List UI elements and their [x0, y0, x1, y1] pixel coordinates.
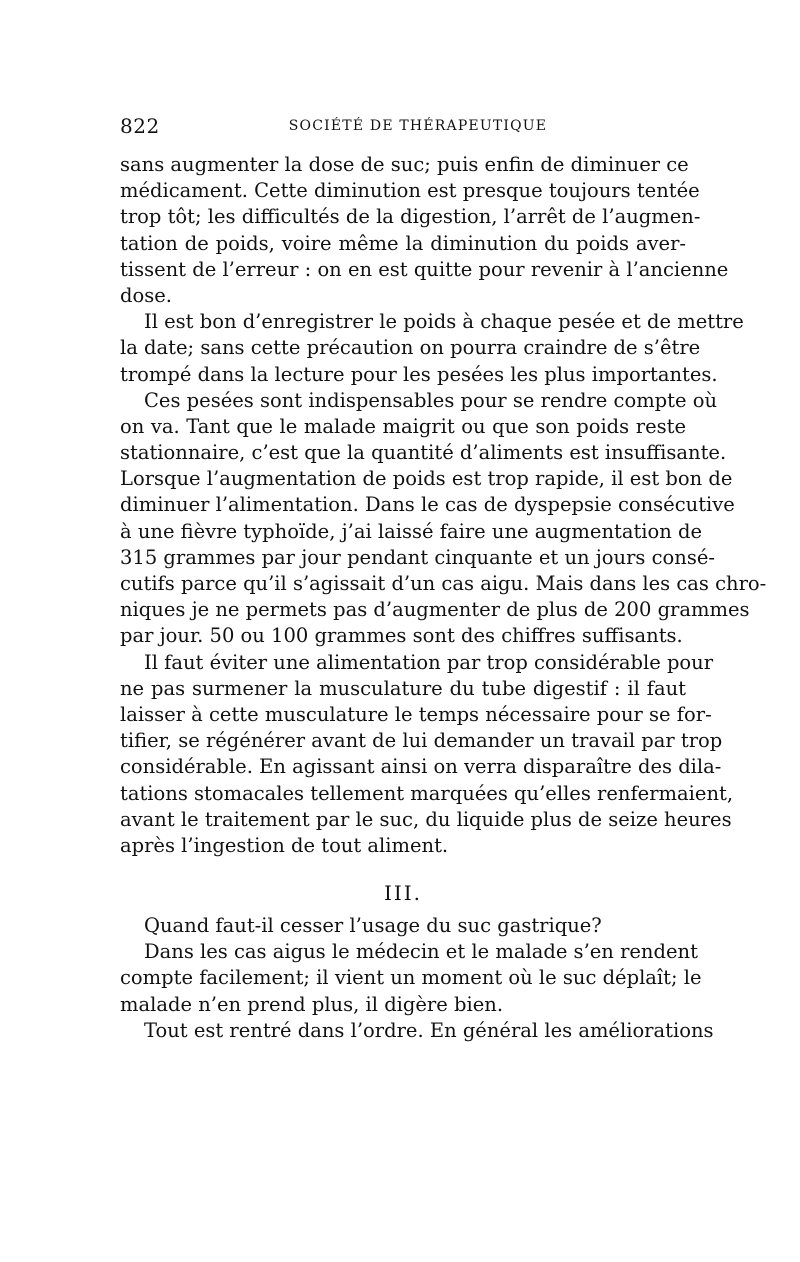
text-line: après l’ingestion de tout aliment. [120, 833, 449, 857]
text-line: tations stomacales tellement marquées qu’elles renfermaient, [120, 781, 734, 805]
text-line: 315 grammes par jour pendant cinquante et un jours consé- [120, 545, 715, 569]
text-line: cutifs parce qu’il s’agissait d’un cas aigu. Mais dans les cas chro- [120, 572, 767, 595]
text-line: trop tôt; les difficultés de la digestion, l’arrêt de l’augmen- [120, 205, 701, 229]
paragraph [120, 388, 767, 650]
text-line: à une fièvre typhoïde, j’ai laissé faire une augmentation de [120, 519, 703, 543]
text-line: médicament. Cette diminution est presque toujours tentée [120, 179, 700, 203]
text-line: malade n’en prend plus, il digère bien. [120, 992, 504, 1016]
running-title: SOCIÉTÉ DE THÉRAPEUTIQUE [288, 118, 548, 134]
text-line: Il faut éviter une alimentation par trop considérable pour [144, 650, 714, 674]
text-line: considérable. En agissant ainsi on verra disparaître des dila- [120, 755, 722, 779]
text-line: la date; sans cette précaution on pourra craindre de s’être [120, 336, 701, 360]
text-line: par jour. 50 ou 100 grammes sont des chiffres suffisants. [120, 624, 683, 648]
paragraph [120, 1018, 714, 1044]
text-line: tissent de l’erreur : on en est quitte pour revenir à l’ancienne [120, 257, 729, 281]
text-line: compte facilement; il vient un moment où le suc déplaît; le [120, 966, 702, 990]
paragraph [120, 650, 734, 860]
text-line: Quand faut-il cesser l’usage du suc gastrique? [144, 914, 602, 938]
paragraph [120, 939, 702, 1018]
paragraph [120, 152, 729, 309]
paragraph [120, 913, 686, 939]
text-line: tifier, se régénérer avant de lui demander un travail par trop [120, 729, 723, 753]
paragraph [120, 309, 744, 388]
text-line: Ces pesées sont indispensables pour se rendre compte où [144, 388, 718, 412]
text-line: dose. [120, 283, 172, 307]
text-line: Lorsque l’augmentation de poids est trop rapide, il est bon de [120, 467, 733, 491]
text-line: diminuer l’alimentation. Dans le cas de dyspepsie consécutive [120, 493, 735, 517]
text-line: Dans les cas aigus le médecin et le malade s’en rendent [144, 940, 698, 964]
text-line: laisser à cette musculature le temps nécessaire pour se for- [120, 702, 712, 726]
page-header [120, 114, 686, 140]
text-line: tation de poids, voire même la diminution du poids aver- [120, 231, 686, 255]
section-heading: III. [383, 881, 423, 906]
text-line: on va. Tant que le malade maigrit ou que son poids reste [120, 414, 686, 438]
text-line: Il est bon d’enregistrer le poids à chaque pesée et de mettre [144, 310, 744, 334]
page-number: 822 [120, 114, 160, 138]
text-line: niques je ne permets pas d’augmenter de plus de 200 grammes [120, 598, 750, 622]
text-line: sans augmenter la dose de suc; puis enfin de diminuer ce [120, 153, 689, 176]
text-line: avant le traitement par le suc, du liquide plus de seize heures [120, 807, 732, 831]
body-text [120, 152, 767, 1044]
text-line: ne pas surmener la musculature du tube digestif : il faut [120, 676, 686, 700]
text-line: Tout est rentré dans l’ordre. En général les améliorations [144, 1018, 714, 1042]
text-line: stationnaire, c’est que la quantité d’aliments est insuffisante. [120, 441, 727, 465]
text-line: trompé dans la lecture pour les pesées les plus importantes. [120, 362, 718, 386]
